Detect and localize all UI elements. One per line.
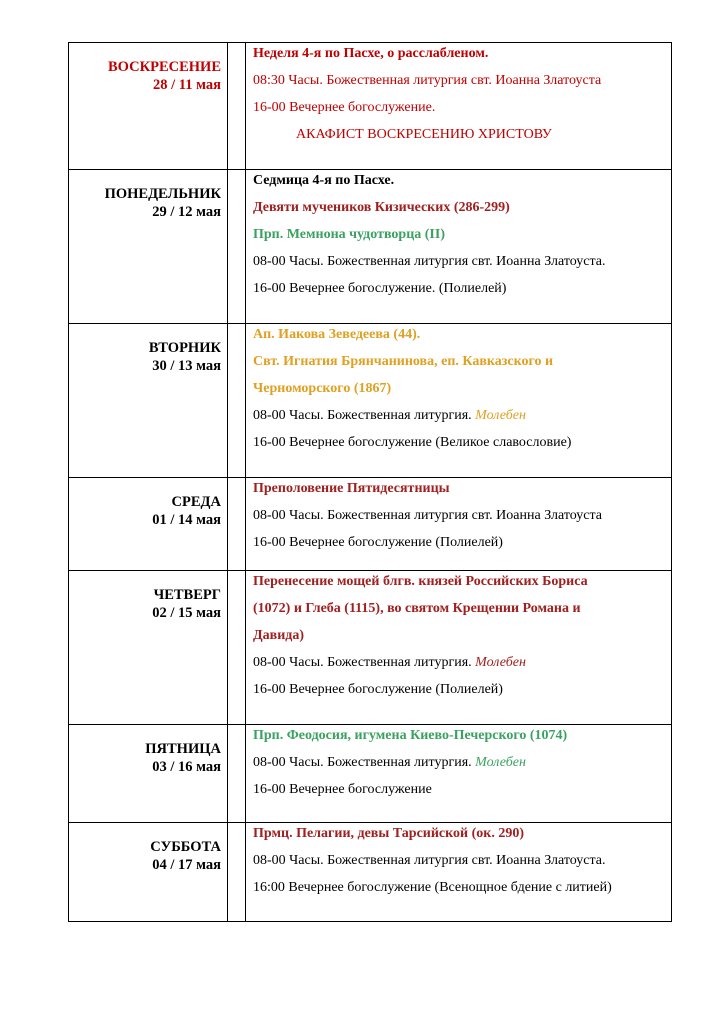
line-text: 16-00 Вечернее богослужение. [253, 100, 436, 115]
service-line [253, 348, 665, 375]
line-text: Ап. Иакова Зеведеева (44). [253, 327, 421, 342]
moleben-note: Молебен [475, 655, 526, 670]
spacer-cell [228, 571, 246, 725]
line-text: Прмц. Пелагии, девы Тарсийской (ок. 290) [253, 826, 524, 841]
schedule-table [68, 42, 672, 922]
service-line [253, 847, 665, 874]
day-date: 04 / 17 мая [152, 857, 221, 873]
service-line [253, 94, 665, 121]
service-line [253, 776, 665, 803]
service-line [253, 221, 665, 248]
line-text: 08:30 Часы. Божественная литургия свт. Иоанна Златоуста [253, 73, 602, 88]
day-name: ЧЕТВЕРГ [153, 587, 221, 603]
line-text: Свт. Игнатия Брянчанинова, еп. Кавказского и [253, 354, 554, 369]
line-text: 16:00 Вечернее богослужение (Всенощное бдение с литией) [253, 880, 612, 895]
service-line [253, 676, 665, 703]
spacer-cell [228, 478, 246, 571]
line-text: Неделя 4-я по Пасхе, о расслабленом. [253, 46, 489, 61]
services-cell [246, 571, 672, 725]
day-date: 02 / 15 мая [152, 605, 221, 621]
line-text: 16-00 Вечернее богослужение (Полиелей) [253, 535, 503, 550]
day-name: ПОНЕДЕЛЬНИК [104, 186, 221, 202]
line-text: 16-00 Вечернее богослужение (Великое славословие) [253, 435, 572, 450]
feast-title-line [253, 167, 665, 194]
day-name: СРЕДА [171, 494, 221, 510]
service-line [253, 529, 665, 556]
line-text: Черноморского (1867) [253, 381, 392, 396]
line-text: 16-00 Вечернее богослужение [253, 782, 432, 797]
service-line [253, 595, 665, 622]
services-cell [246, 170, 672, 324]
day-cell [69, 324, 228, 478]
services-cell [246, 823, 672, 922]
day-row [69, 725, 672, 823]
feast-title-line [253, 40, 665, 67]
line-text: АКАФИСТ ВОСКРЕСЕНИЮ ХРИСТОВУ [296, 127, 552, 142]
day-cell [69, 823, 228, 922]
service-line [253, 67, 665, 94]
line-text: Перенесение мощей блгв. князей Российских Бориса [253, 574, 588, 589]
services-cell [246, 324, 672, 478]
line-text: 16-00 Вечернее богослужение (Полиелей) [253, 682, 503, 697]
day-name: ПЯТНИЦА [145, 741, 221, 757]
spacer-cell [228, 823, 246, 922]
line-text: Преполовение Пятидесятницы [253, 481, 450, 496]
line-text: Девяти мучеников Кизических (286-299) [253, 200, 510, 215]
day-row [69, 478, 672, 571]
service-line [253, 622, 665, 649]
line-text: (1072) и Глеба (1115), во святом Крещении Романа и [253, 601, 581, 616]
day-row [69, 823, 672, 922]
day-cell [69, 725, 228, 823]
day-row [69, 324, 672, 478]
day-name: СУББОТА [150, 839, 221, 855]
feast-title-line [253, 820, 665, 847]
line-text: Прп. Феодосия, игумена Киево-Печерского (1074) [253, 728, 568, 743]
day-row [69, 170, 672, 324]
feast-title-line [253, 475, 665, 502]
line-text: Седмица 4-я по Пасхе. [253, 173, 395, 188]
service-line [253, 429, 665, 456]
line-text: 08-00 Часы. Божественная литургия свт. Иоанна Златоуста. [253, 254, 606, 269]
day-date: 29 / 12 мая [152, 204, 221, 220]
feast-title-line [253, 568, 665, 595]
moleben-note: Молебен [475, 755, 526, 770]
line-text: 08-00 Часы. Божественная литургия свт. Иоанна Златоуста [253, 508, 602, 523]
moleben-note: Молебен [475, 408, 526, 423]
line-text: 08-00 Часы. Божественная литургия. [253, 408, 476, 423]
day-cell [69, 478, 228, 571]
services-cell [246, 43, 672, 170]
day-date: 28 / 11 мая [153, 77, 221, 93]
service-line [253, 649, 665, 676]
services-cell [246, 478, 672, 571]
spacer-cell [228, 43, 246, 170]
day-row [69, 571, 672, 725]
day-cell [69, 170, 228, 324]
spacer-cell [228, 170, 246, 324]
service-line [253, 375, 665, 402]
line-text: 08-00 Часы. Божественная литургия свт. Иоанна Златоуста. [253, 853, 606, 868]
spacer-cell [228, 725, 246, 823]
schedule-body [69, 43, 672, 922]
feast-title-line [253, 722, 665, 749]
service-line [253, 874, 665, 901]
line-text: 08-00 Часы. Божественная литургия. [253, 755, 476, 770]
service-line [253, 121, 665, 148]
day-cell [69, 571, 228, 725]
day-row [69, 43, 672, 170]
day-cell [69, 43, 228, 170]
service-line [253, 194, 665, 221]
day-name: ВТОРНИК [148, 340, 221, 356]
spacer-cell [228, 324, 246, 478]
line-text: 16-00 Вечернее богослужение. (Полиелей) [253, 281, 507, 296]
day-date: 01 / 14 мая [152, 512, 221, 528]
service-line [253, 275, 665, 302]
service-line [253, 749, 665, 776]
line-text: Прп. Мемнона чудотворца (II) [253, 227, 445, 242]
service-line [253, 502, 665, 529]
feast-title-line [253, 321, 665, 348]
service-line [253, 248, 665, 275]
service-line [253, 402, 665, 429]
day-date: 03 / 16 мая [152, 759, 221, 775]
line-text: 08-00 Часы. Божественная литургия. [253, 655, 476, 670]
day-name: ВОСКРЕСЕНИЕ [107, 59, 221, 75]
line-text: Давида) [253, 628, 305, 643]
day-date: 30 / 13 мая [152, 358, 221, 374]
services-cell [246, 725, 672, 823]
